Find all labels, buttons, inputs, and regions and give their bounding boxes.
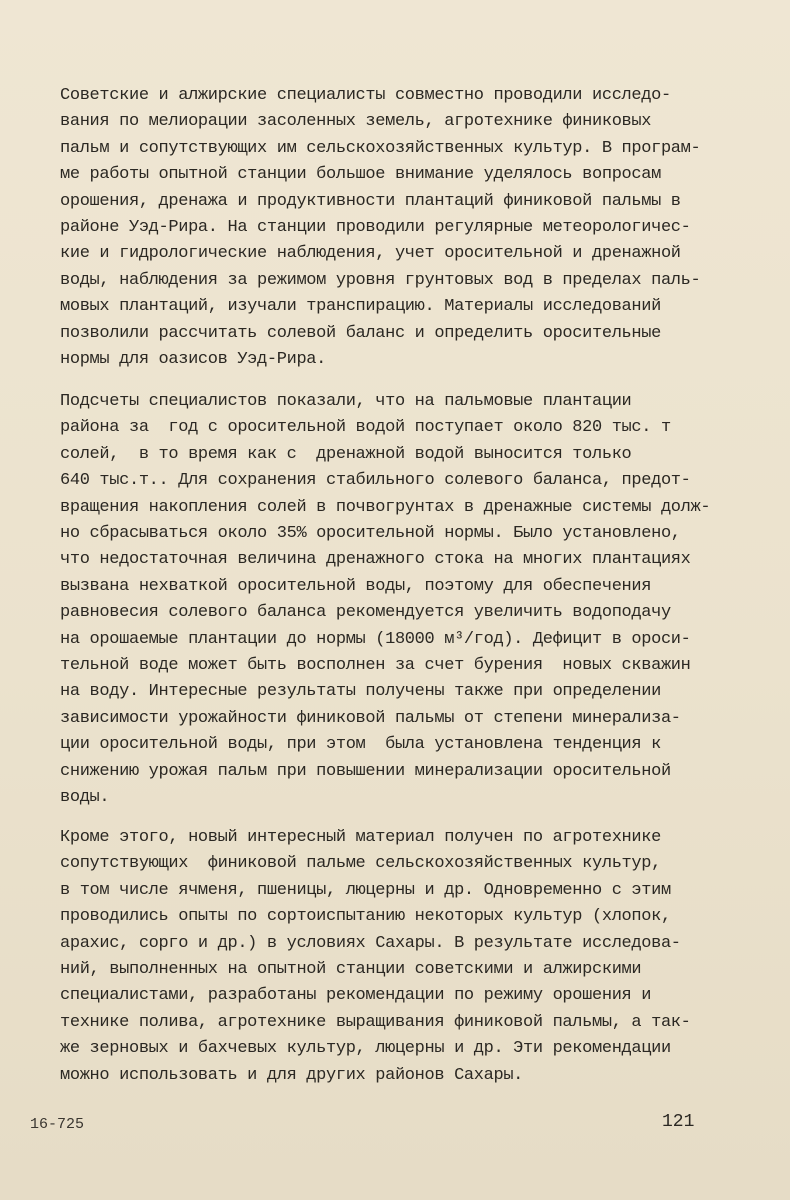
paragraph-3-line-7: специалистами, разработаны рекомендации по режиму орошения и — [60, 986, 652, 1006]
paragraph-2-line-6: но сбрасываться около 35% оросительной нормы. Было установлено, — [60, 524, 681, 543]
paragraph-2-line-16: воды. — [60, 788, 110, 807]
paragraph-2-line-12: на воду. Интересные результаты получены также при определении — [60, 682, 661, 702]
paragraph-1-line-3: пальм и сопутствующих им сельскохозяйственных культур. В програм- — [60, 138, 701, 158]
paragraph-2-line-3: солей, в то время как с дренажной водой выносится только — [60, 444, 632, 464]
paragraph-1-line-8: воды, наблюдения за режимом уровня грунтовых вод в пределах паль- — [60, 270, 701, 290]
paragraph-3-line-9: же зерновых и бахчевых культур, люцерны и др. Эти рекомендации — [60, 1039, 671, 1059]
paragraph-2-line-9: равновесия солевого баланса рекомендуется увеличить водоподачу — [60, 603, 671, 623]
paragraph-1-line-10: позволили рассчитать солевой баланс и определить оросительные — [60, 323, 661, 343]
paragraph-3-line-4: проводились опыты по сортоиспытанию некоторых культур (хлопок, — [60, 907, 671, 927]
paragraph-1-line-2: вания по мелиорации засоленных земель, агротехнике финиковых — [60, 112, 652, 132]
paragraph-3-line-6: ний, выполненных на опытной станции советскими и алжирскими — [60, 960, 642, 979]
paragraph-2-line-5: вращения накопления солей в почвогрунтах в дренажные системы долж- — [60, 497, 711, 517]
paragraph-3-line-5: арахис, сорго и др.) в условиях Сахары. В результате исследова- — [60, 933, 681, 953]
paragraph-2-line-11: тельной воде может быть восполнен за счет бурения новых скважин — [60, 656, 691, 675]
page-number: 121 — [662, 1112, 695, 1132]
paragraph-2-line-1: Подсчеты специалистов показали, что на пальмовые плантации — [60, 392, 632, 411]
paragraph-1-line-1: Советские и алжирские специалисты совместно проводили исследо- — [60, 86, 671, 105]
printer-signature: 16-725 — [30, 1116, 85, 1133]
paragraph-1-line-5: орошения, дренажа и продуктивности плантаций финиковой пальмы в — [60, 191, 681, 211]
paragraph-1-line-6: районе Уэд-Рира. На станции проводили регулярные метеорологичес- — [60, 218, 691, 237]
paragraph-2-line-14: ции оросительной воды, при этом была установлена тенденция к — [60, 735, 661, 755]
paragraph-2-line-13: зависимости урожайности финиковой пальмы от степени минерализа- — [60, 708, 681, 728]
paragraph-3-line-2: сопутствующих финиковой пальме сельскохозяйственных культур, — [60, 854, 661, 874]
paragraph-3-line-1: Кроме этого, новый интересный материал получен по агротехнике — [60, 828, 661, 847]
paragraph-2-line-7: что недостаточная величина дренажного стока на многих плантациях — [60, 550, 691, 570]
paragraph-1-line-9: мовых плантаций, изучали транспирацию. Материалы исследований — [60, 297, 661, 317]
paragraph-1-line-11: нормы для оазисов Уэд-Рира. — [60, 350, 326, 369]
paragraph-2-line-4: 640 тыс.т.. Для сохранения стабильного солевого баланса, предот- — [60, 471, 691, 491]
paragraph-2-line-8: вызвана нехваткой оросительной воды, поэтому для обеспечения — [60, 576, 652, 596]
paragraph-2-line-10: на орошаемые плантации до нормы (18000 м³/год). Дефицит в ороси- — [60, 629, 691, 649]
paragraph-3-line-10: можно использовать и для других районов Сахары. — [60, 1065, 524, 1085]
paragraph-1-line-7: кие и гидрологические наблюдения, учет оросительной и дренажной — [60, 244, 681, 264]
paragraph-3-line-8: технике полива, агротехнике выращивания финиковой пальмы, а так- — [60, 1012, 691, 1032]
paragraph-2-line-15: снижению урожая пальм при повышении минерализации оросительной — [60, 761, 671, 781]
paragraph-2-line-2: района за год с оросительной водой поступает около 820 тыс. т — [60, 418, 671, 438]
paragraph-1-line-4: ме работы опытной станции большое внимание уделялось вопросам — [60, 165, 661, 185]
paragraph-3-line-3: в том числе ячменя, пшеницы, люцерны и др. Одновременно с этим — [60, 880, 671, 900]
